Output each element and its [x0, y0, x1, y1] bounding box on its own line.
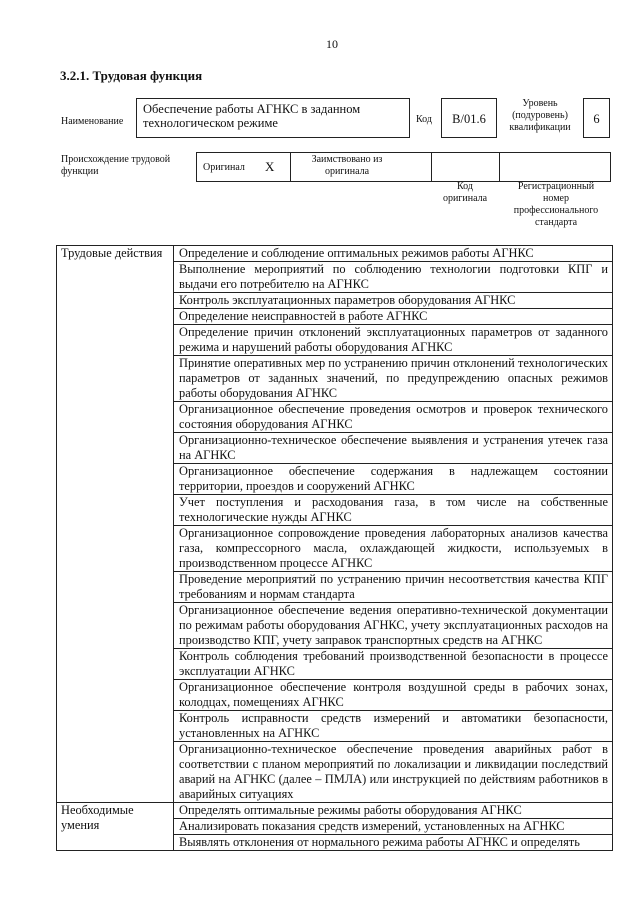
level-value-box [583, 98, 610, 138]
section-label: Необходимые умения [57, 803, 174, 851]
list-item: Контроль эксплуатационных параметров оборудования АГНКС [174, 293, 613, 309]
name-label: Наименование [61, 116, 124, 127]
list-item: Организационно-техническое обеспечение проведения аварийных работ в соответствии с планом мероприятий по локализации и ликвидации последствий аварий на АГНКС (далее – ПМЛА) или инструкцией по действиям работников в аварийных ситуациях [174, 742, 613, 803]
borrowed-label: Заимствовано из оригинала [311, 154, 383, 177]
reg-number-label: Регистрационный номер профессионального стандарта [513, 181, 599, 228]
list-item: Принятие оперативных мер по устранению причин отклонений технологических параметров от заданных значений, по предупреждению опасных режимов работы оборудования АГНКС [174, 356, 613, 402]
list-item: Организационное обеспечение проведения осмотров и проверок технического состояния оборудования АГНКС [174, 402, 613, 433]
list-item: Учет поступления и расходования газа, в том числе на собственные технологические нужды АГНКС [174, 495, 613, 526]
list-item: Проведение мероприятий по устранению причин несоответствия качества КПГ требованиям и нормам стандарта [174, 572, 613, 603]
function-name: Обеспечение работы АГНКС в заданном технологическом режиме [143, 102, 361, 130]
name-value-box [136, 98, 410, 138]
list-item: Организационно-техническое обеспечение выявления и устранения утечек газа на АГНКС [174, 433, 613, 464]
code-value-box [441, 98, 497, 138]
section-label: Трудовые действия [57, 246, 174, 803]
list-item: Организационное обеспечение контроля воздушной среды в рабочих зонах, колодцах, помещениях АГНКС [174, 680, 613, 711]
list-item: Организационное обеспечение ведения оперативно-технической документации по режимам работы оборудования АГНКС, учету эксплуатационных расходов на производство КПГ, учету заправок транспортных средств на АГНКС [174, 603, 613, 649]
original-label: Оригинал [203, 162, 245, 173]
origin-original-cell [196, 152, 291, 182]
table-row [57, 803, 613, 819]
page-number: 10 [326, 37, 338, 51]
table-row [57, 246, 613, 262]
list-item: Выявлять отклонения от нормального режима работы АГНКС и определять [174, 835, 613, 851]
level-label: Уровень (подуровень) квалификации [509, 98, 571, 133]
origin-reg-cell [499, 152, 611, 182]
code-original-label: Код оригинала [442, 181, 488, 204]
list-item: Выполнение мероприятий по соблюдению технологии подготовки КПГ и выдачи его потребителю на АГНКС [174, 262, 613, 293]
code-label: Код [416, 114, 432, 125]
list-item: Определение неисправностей в работе АГНКС [174, 309, 613, 325]
list-item: Организационное сопровождение проведения лабораторных анализов качества газа, компрессорного масла, охлаждающей жидкости, используемых в производственном процессе АГНКС [174, 526, 613, 572]
list-item: Анализировать показания средств измерений, установленных на АГНКС [174, 819, 613, 835]
section-title: 3.2.1. Трудовая функция [60, 68, 203, 83]
list-item: Определять оптимальные режимы работы оборудования АГНКС [174, 803, 613, 819]
list-item: Контроль исправности средств измерений и автоматики безопасности, установленных на АГНКС [174, 711, 613, 742]
origin-label: Происхождение трудовой функции [61, 154, 171, 177]
original-mark: X [265, 159, 275, 174]
qualification-level: 6 [593, 112, 600, 126]
origin-borrowed-cell [290, 152, 432, 182]
list-item: Определение причин отклонений эксплуатационных параметров от заданного режима и нарушений работы оборудования АГНКС [174, 325, 613, 356]
list-item: Организационное обеспечение содержания в надлежащем состоянии территории, проездов и сооружений АГНКС [174, 464, 613, 495]
list-item: Определение и соблюдение оптимальных режимов работы АГНКС [174, 246, 613, 262]
labor-function-table [56, 245, 613, 851]
list-item: Контроль соблюдения требований производственной безопасности в процессе эксплуатации АГНКС [174, 649, 613, 680]
origin-code-cell [431, 152, 500, 182]
function-code: B/01.6 [452, 112, 486, 126]
